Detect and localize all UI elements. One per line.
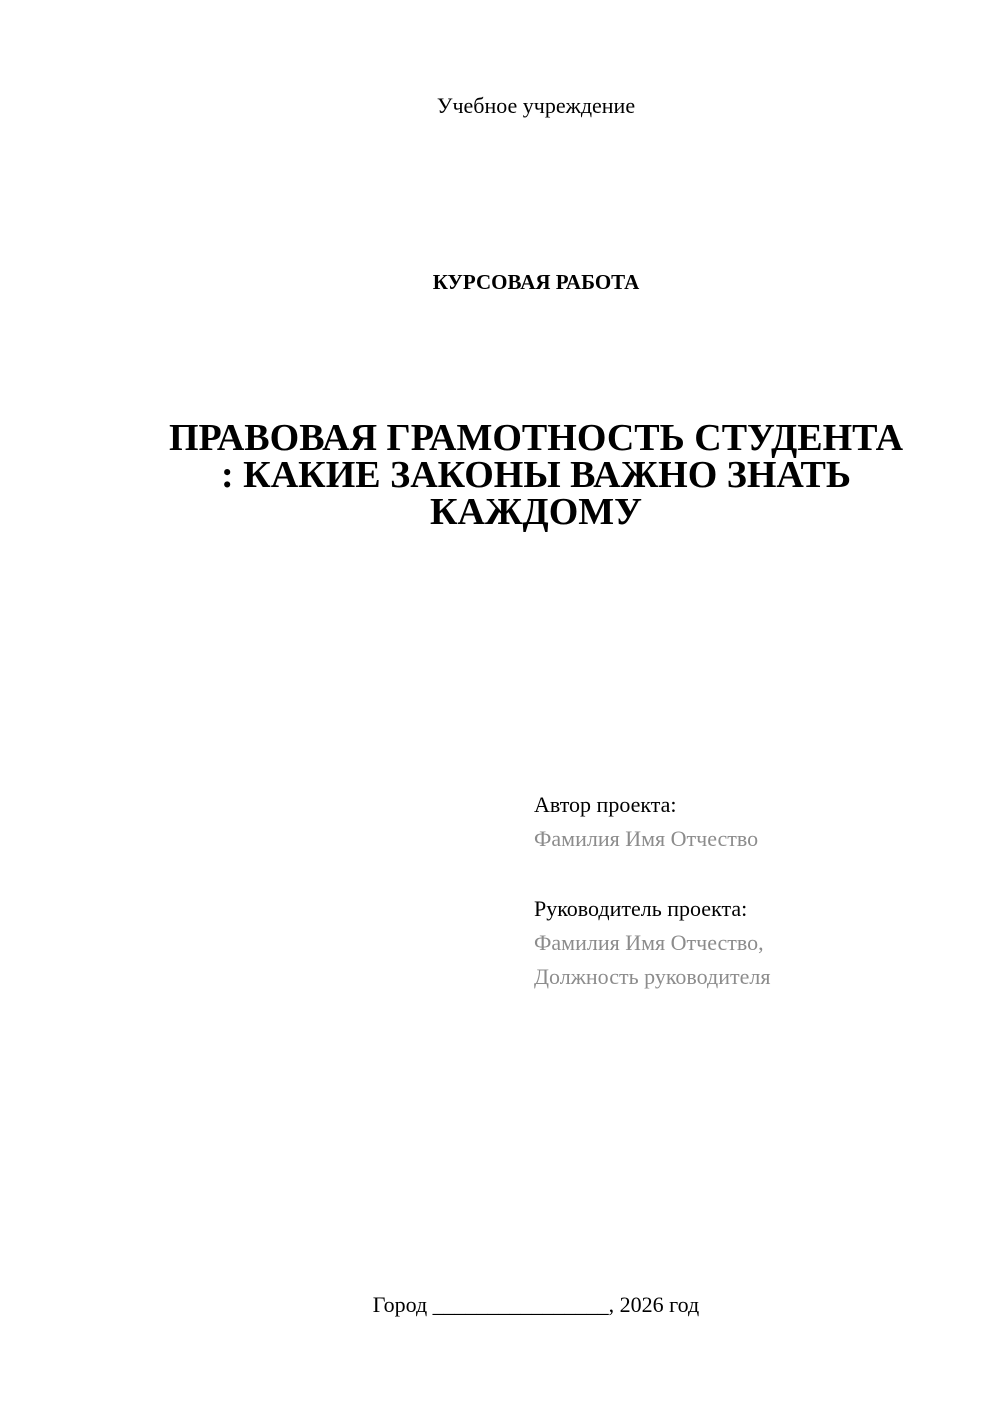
document-title <box>150 417 922 533</box>
supervisor-name: Фамилия Имя Отчество, <box>534 930 764 955</box>
title-line-3: КАЖДОМУ <box>429 491 643 533</box>
supervisor-position: Должность руководителя <box>534 964 771 989</box>
author-name: Фамилия Имя Отчество <box>534 826 759 851</box>
title-line-1: ПРАВОВАЯ ГРАМОТНОСТЬ СТУДЕНТА <box>168 417 904 459</box>
title-line-2: : КАКИЕ ЗАКОНЫ ВАЖНО ЗНАТЬ <box>221 454 851 496</box>
credits-block <box>534 788 974 994</box>
work-type-heading: КУРСОВАЯ РАБОТА <box>432 270 640 294</box>
institution-name: Учебное учреждение <box>436 93 636 118</box>
city-year-line: Город ________________, 2026 год <box>372 1292 700 1317</box>
credits-spacer <box>534 856 974 892</box>
supervisor-label: Руководитель проекта: <box>534 896 748 921</box>
author-label: Автор проекта: <box>534 792 677 817</box>
